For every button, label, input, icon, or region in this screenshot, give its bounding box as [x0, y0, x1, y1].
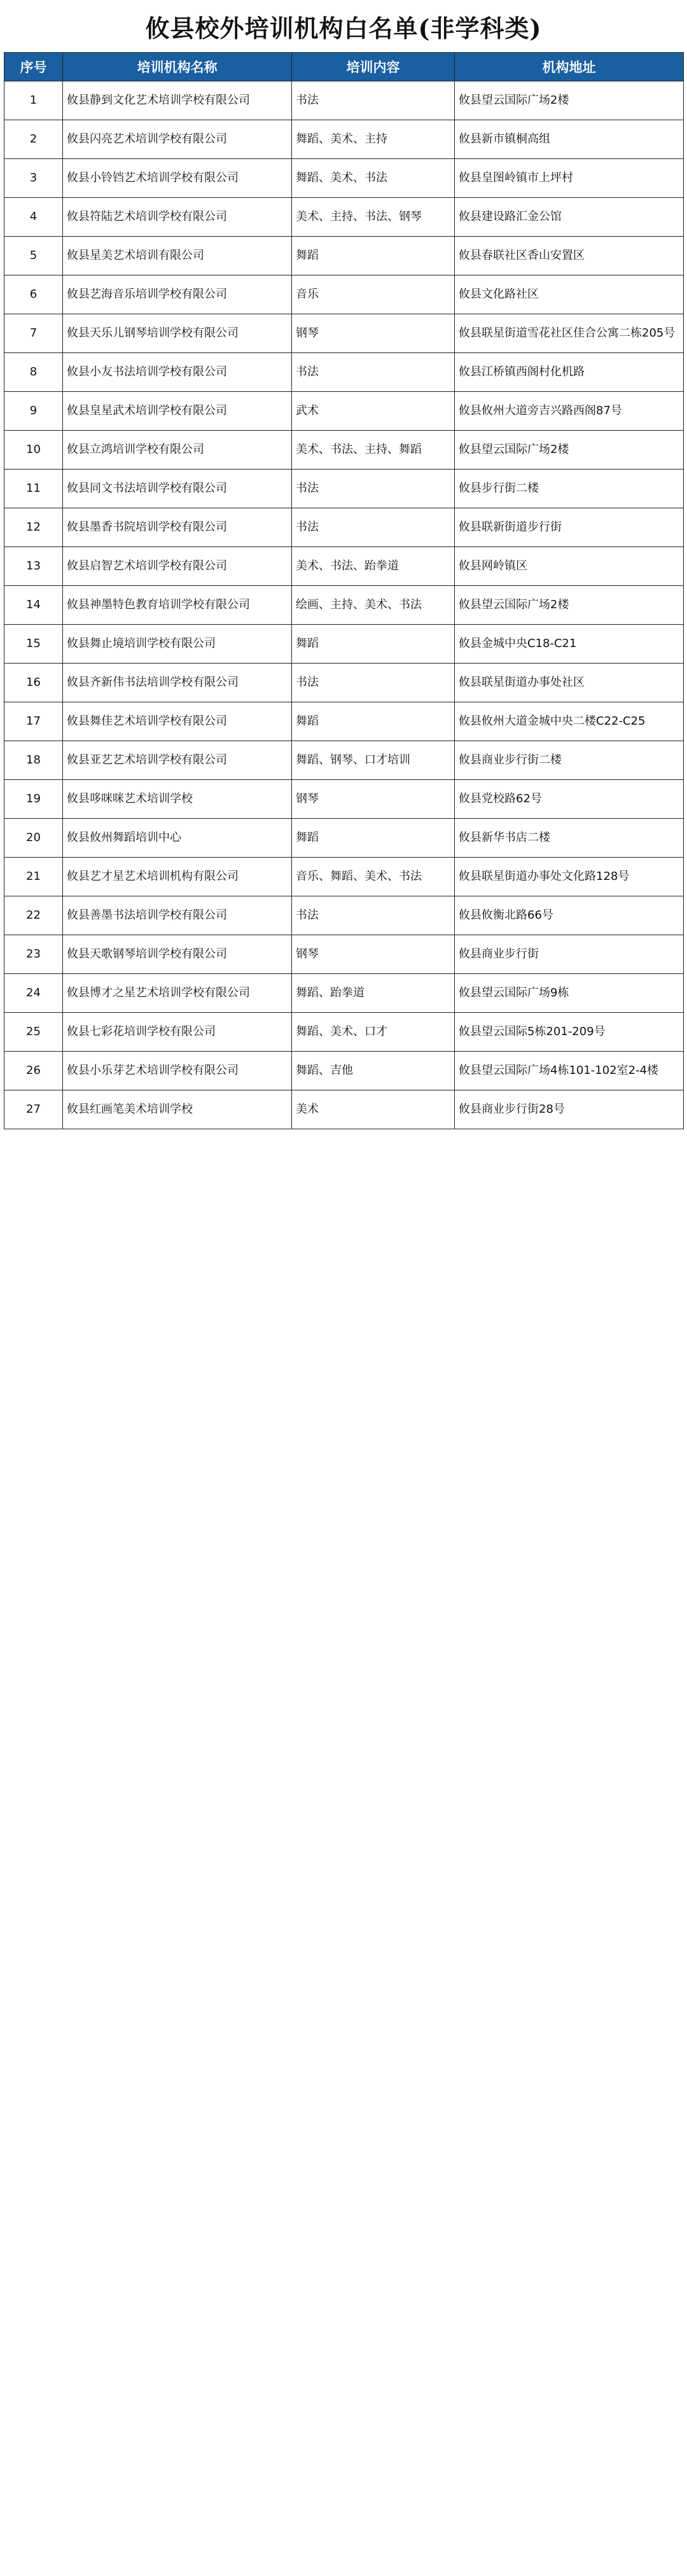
- cell-name: 攸县艺才星艺术培训机构有限公司: [63, 858, 292, 896]
- cell-name: 攸县博才之星艺术培训学校有限公司: [63, 974, 292, 1013]
- cell-name: 攸县哆咪咪艺术培训学校: [63, 780, 292, 819]
- cell-address: 攸县望云国际广场2楼: [455, 81, 684, 120]
- cell-name: 攸县小铃铛艺术培训学校有限公司: [63, 159, 292, 198]
- table-row: [4, 392, 684, 431]
- institution-table: [4, 52, 684, 1129]
- cell-address: 攸县攸州大道旁吉兴路西阁87号: [455, 392, 684, 431]
- cell-name: 攸县星美艺术培训有限公司: [63, 237, 292, 275]
- cell-index: 8: [4, 353, 63, 392]
- table-row: [4, 508, 684, 547]
- cell-name: 攸县皇星武术培训学校有限公司: [63, 392, 292, 431]
- cell-index: 13: [4, 547, 63, 586]
- table-header-row: [4, 53, 684, 81]
- table-row: [4, 1052, 684, 1090]
- cell-address: 攸县联星街道雪花社区佳合公寓二栋205号: [455, 314, 684, 353]
- table-row: [4, 353, 684, 392]
- table-body: [4, 81, 684, 1129]
- cell-content: 舞蹈、钢琴、口才培训: [292, 741, 455, 780]
- cell-name: 攸县墨香书院培训学校有限公司: [63, 508, 292, 547]
- cell-address: 攸县望云国际5栋201-209号: [455, 1013, 684, 1052]
- cell-content: 书法: [292, 353, 455, 392]
- table-row: [4, 431, 684, 470]
- table-row: [4, 198, 684, 237]
- table-row: [4, 625, 684, 664]
- cell-address: 攸县党校路62号: [455, 780, 684, 819]
- cell-index: 4: [4, 198, 63, 237]
- cell-index: 14: [4, 586, 63, 625]
- cell-address: 攸县望云国际广场9栋: [455, 974, 684, 1013]
- cell-name: 攸县启智艺术培训学校有限公司: [63, 547, 292, 586]
- table-row: [4, 314, 684, 353]
- cell-name: 攸县攸州舞蹈培训中心: [63, 819, 292, 858]
- cell-content: 绘画、主持、美术、书法: [292, 586, 455, 625]
- cell-address: 攸县商业步行街二楼: [455, 741, 684, 780]
- table-row: [4, 858, 684, 896]
- cell-address: 攸县皇图岭镇市上坪村: [455, 159, 684, 198]
- cell-address: 攸县望云国际广场4栋101-102室2-4楼: [455, 1052, 684, 1090]
- cell-index: 11: [4, 470, 63, 508]
- cell-index: 22: [4, 896, 63, 935]
- cell-index: 26: [4, 1052, 63, 1090]
- table-row: [4, 935, 684, 974]
- cell-content: 音乐: [292, 275, 455, 314]
- cell-content: 舞蹈、美术、主持: [292, 120, 455, 159]
- cell-content: 舞蹈、美术、口才: [292, 1013, 455, 1052]
- cell-index: 21: [4, 858, 63, 896]
- cell-index: 18: [4, 741, 63, 780]
- cell-content: 美术、书法、跆拳道: [292, 547, 455, 586]
- cell-content: 钢琴: [292, 780, 455, 819]
- page-title: 攸县校外培训机构白名单(非学科类): [145, 13, 542, 43]
- cell-index: 1: [4, 81, 63, 120]
- table-row: [4, 896, 684, 935]
- cell-address: 攸县望云国际广场2楼: [455, 586, 684, 625]
- cell-name: 攸县舞佳艺术培训学校有限公司: [63, 702, 292, 741]
- cell-content: 美术: [292, 1090, 455, 1129]
- cell-address: 攸县商业步行街: [455, 935, 684, 974]
- cell-name: 攸县符陆艺术培训学校有限公司: [63, 198, 292, 237]
- table-row: [4, 780, 684, 819]
- cell-address: 攸县攸州大道金城中央二楼C22-C25: [455, 702, 684, 741]
- header-name: 培训机构名称: [63, 53, 292, 81]
- table-row: [4, 547, 684, 586]
- cell-name: 攸县立鸿培训学校有限公司: [63, 431, 292, 470]
- table-row: [4, 1013, 684, 1052]
- cell-name: 攸县红画笔美术培训学校: [63, 1090, 292, 1129]
- cell-name: 攸县静到文化艺术培训学校有限公司: [63, 81, 292, 120]
- cell-content: 钢琴: [292, 935, 455, 974]
- cell-address: 攸县建设路汇金公馆: [455, 198, 684, 237]
- cell-address: 攸县春联社区香山安置区: [455, 237, 684, 275]
- cell-content: 书法: [292, 896, 455, 935]
- cell-name: 攸县同文书法培训学校有限公司: [63, 470, 292, 508]
- table-row: [4, 819, 684, 858]
- cell-name: 攸县小友书法培训学校有限公司: [63, 353, 292, 392]
- cell-content: 书法: [292, 664, 455, 702]
- table-row: [4, 586, 684, 625]
- cell-content: 武术: [292, 392, 455, 431]
- cell-content: 书法: [292, 81, 455, 120]
- cell-name: 攸县闪亮艺术培训学校有限公司: [63, 120, 292, 159]
- header-content: 培训内容: [292, 53, 455, 81]
- cell-address: 攸县江桥镇西阁村化机路: [455, 353, 684, 392]
- table-row: [4, 702, 684, 741]
- cell-address: 攸县联星街道办事处社区: [455, 664, 684, 702]
- cell-index: 15: [4, 625, 63, 664]
- cell-address: 攸县商业步行街28号: [455, 1090, 684, 1129]
- cell-name: 攸县天乐儿钢琴培训学校有限公司: [63, 314, 292, 353]
- cell-address: 攸县联星街道办事处文化路128号: [455, 858, 684, 896]
- cell-name: 攸县神墨特色教育培训学校有限公司: [63, 586, 292, 625]
- cell-content: 书法: [292, 508, 455, 547]
- cell-content: 舞蹈: [292, 702, 455, 741]
- cell-content: 舞蹈、跆拳道: [292, 974, 455, 1013]
- cell-address: 攸县望云国际广场2楼: [455, 431, 684, 470]
- cell-index: 9: [4, 392, 63, 431]
- table-row: [4, 741, 684, 780]
- cell-name: 攸县艺海音乐培训学校有限公司: [63, 275, 292, 314]
- table-row: [4, 159, 684, 198]
- cell-index: 6: [4, 275, 63, 314]
- cell-index: 12: [4, 508, 63, 547]
- cell-content: 美术、书法、主持、舞蹈: [292, 431, 455, 470]
- cell-content: 钢琴: [292, 314, 455, 353]
- cell-index: 20: [4, 819, 63, 858]
- cell-content: 舞蹈: [292, 237, 455, 275]
- cell-name: 攸县小乐芽艺术培训学校有限公司: [63, 1052, 292, 1090]
- table-row: [4, 664, 684, 702]
- cell-index: 2: [4, 120, 63, 159]
- cell-name: 攸县舞止境培训学校有限公司: [63, 625, 292, 664]
- cell-index: 23: [4, 935, 63, 974]
- table-row: [4, 81, 684, 120]
- cell-address: 攸县网岭镇区: [455, 547, 684, 586]
- cell-index: 5: [4, 237, 63, 275]
- cell-index: 7: [4, 314, 63, 353]
- cell-index: 16: [4, 664, 63, 702]
- cell-name: 攸县亚艺艺术培训学校有限公司: [63, 741, 292, 780]
- cell-content: 舞蹈: [292, 819, 455, 858]
- cell-index: 19: [4, 780, 63, 819]
- cell-content: 舞蹈、吉他: [292, 1052, 455, 1090]
- cell-address: 攸县步行街二楼: [455, 470, 684, 508]
- table-row: [4, 120, 684, 159]
- cell-index: 27: [4, 1090, 63, 1129]
- cell-name: 攸县天歌钢琴培训学校有限公司: [63, 935, 292, 974]
- cell-address: 攸县文化路社区: [455, 275, 684, 314]
- cell-index: 25: [4, 1013, 63, 1052]
- cell-index: 3: [4, 159, 63, 198]
- header-index: 序号: [4, 53, 63, 81]
- cell-content: 书法: [292, 470, 455, 508]
- cell-index: 24: [4, 974, 63, 1013]
- cell-content: 舞蹈、美术、书法: [292, 159, 455, 198]
- cell-address: 攸县攸衡北路66号: [455, 896, 684, 935]
- cell-content: 美术、主持、书法、钢琴: [292, 198, 455, 237]
- cell-name: 攸县齐新伟书法培训学校有限公司: [63, 664, 292, 702]
- cell-address: 攸县新华书店二楼: [455, 819, 684, 858]
- header-address: 机构地址: [455, 53, 684, 81]
- table-row: [4, 470, 684, 508]
- cell-address: 攸县新市镇桐高组: [455, 120, 684, 159]
- cell-address: 攸县联新街道步行街: [455, 508, 684, 547]
- table-row: [4, 1090, 684, 1129]
- cell-index: 17: [4, 702, 63, 741]
- cell-address: 攸县金城中央C18-C21: [455, 625, 684, 664]
- cell-content: 音乐、舞蹈、美术、书法: [292, 858, 455, 896]
- table-row: [4, 275, 684, 314]
- cell-index: 10: [4, 431, 63, 470]
- table-row: [4, 974, 684, 1013]
- cell-name: 攸县善墨书法培训学校有限公司: [63, 896, 292, 935]
- table-row: [4, 237, 684, 275]
- cell-content: 舞蹈: [292, 625, 455, 664]
- cell-name: 攸县七彩花培训学校有限公司: [63, 1013, 292, 1052]
